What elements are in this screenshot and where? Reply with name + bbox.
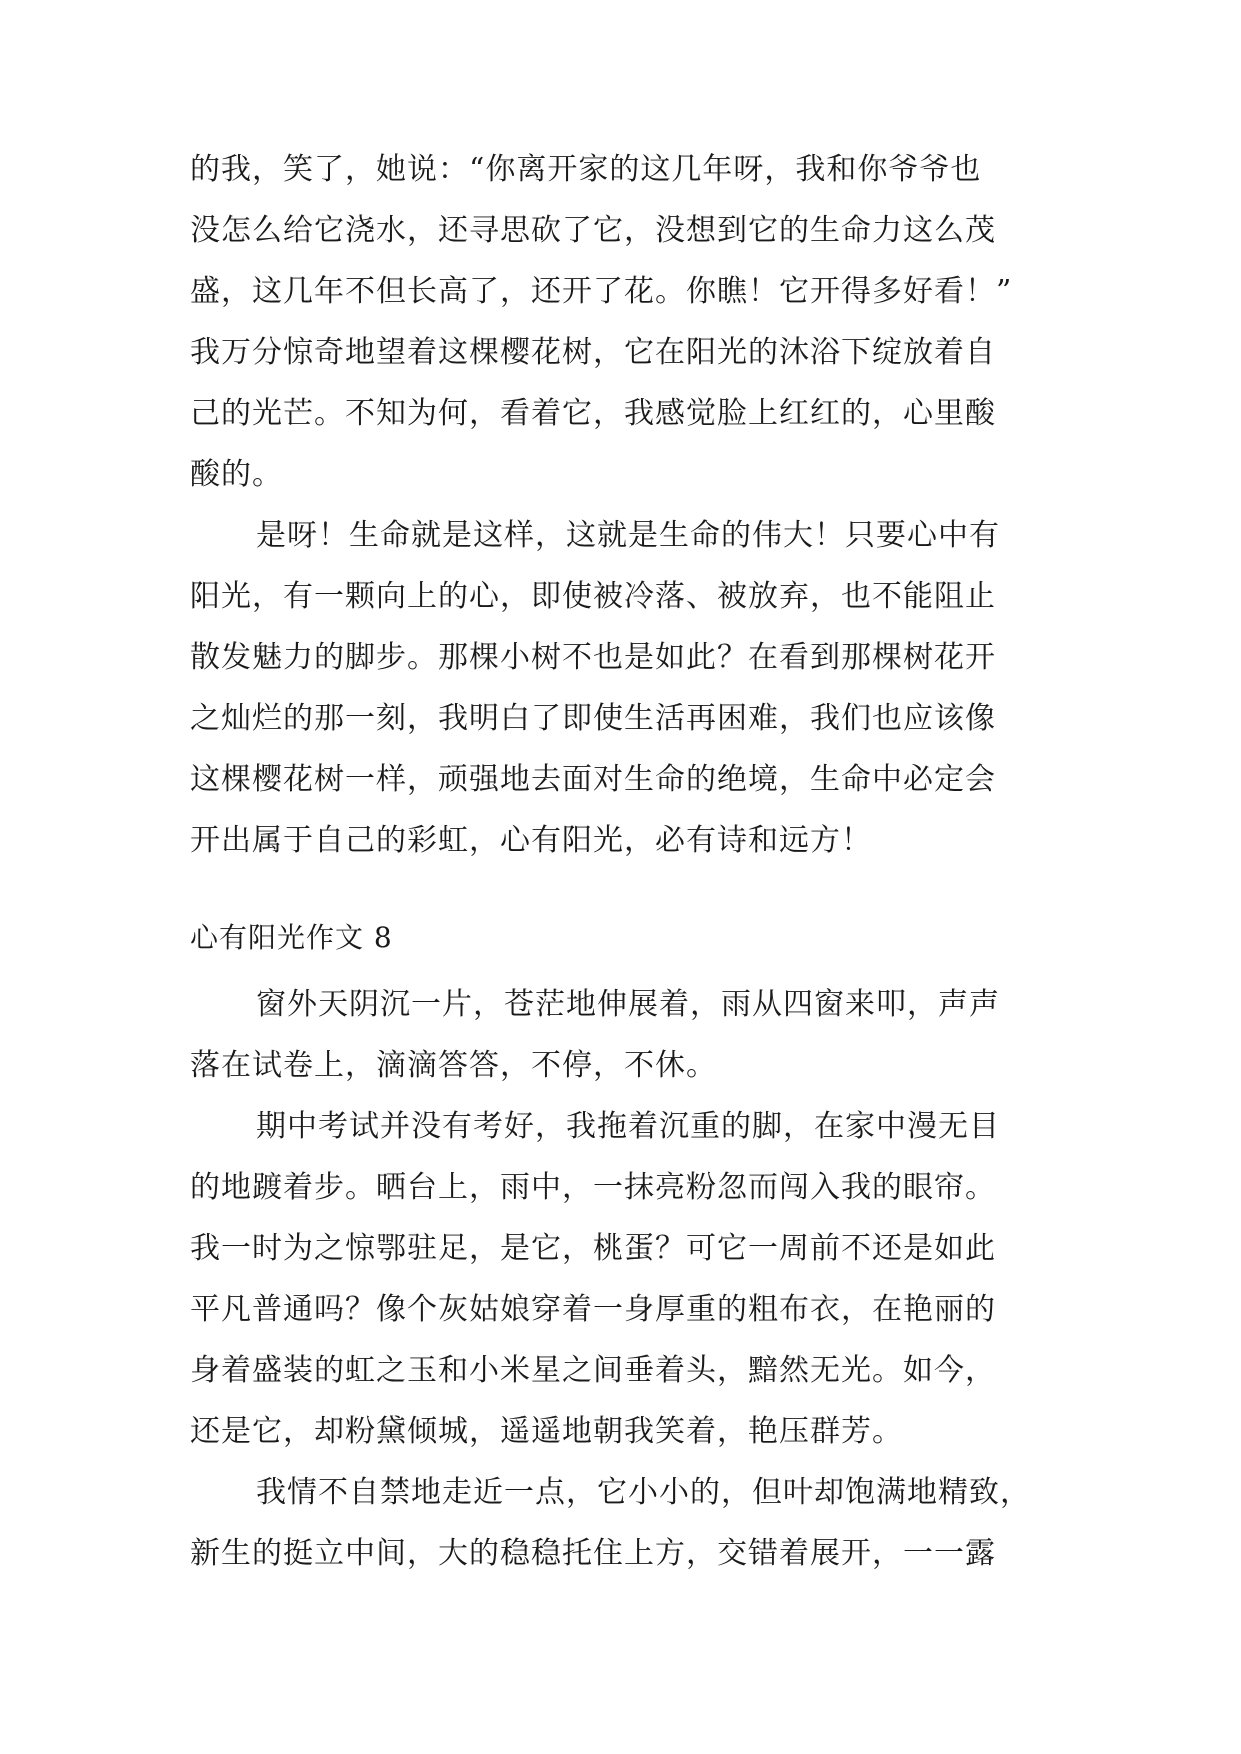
section-paragraph-3-line-1: 我情不自禁地走近一点，它小小的，但叶却饱满地精致， — [256, 1475, 1031, 1510]
paragraph-1-line-2: 没怎么给它浇水，还寻思砍了它，没想到它的生命力这么茂 — [190, 213, 996, 248]
section-paragraph-2-line-3: 我一时为之惊鄂驻足，是它，桃蛋？可它一周前不还是如此 — [190, 1231, 996, 1266]
section-title: 心有阳光作文 8 — [190, 921, 393, 954]
paragraph-2-line-6: 开出属于自己的彩虹，心有阳光，必有诗和远方！ — [190, 823, 872, 858]
section-paragraph-2-line-2: 的地踱着步。晒台上，雨中，一抹亮粉忽而闯入我的眼帘。 — [190, 1170, 996, 1205]
section-paragraph-1-line-2: 落在试卷上，滴滴答答，不停，不休。 — [190, 1048, 717, 1083]
section-paragraph-2-line-5: 身着盛装的虹之玉和小米星之间垂着头，黯然无光。如今， — [190, 1353, 996, 1388]
paragraph-2-line-5: 这棵樱花树一样，顽强地去面对生命的绝境，生命中必定会 — [190, 762, 996, 797]
paragraph-2-line-2: 阳光，有一颗向上的心，即使被冷落、被放弃，也不能阻止 — [190, 579, 996, 614]
section-paragraph-3-line-2: 新生的挺立中间，大的稳稳托住上方，交错着展开，一一露 — [190, 1536, 996, 1571]
paragraph-2-line-4: 之灿烂的那一刻，我明白了即使生活再困难，我们也应该像 — [190, 701, 996, 736]
section-paragraph-2-line-1: 期中考试并没有考好，我拖着沉重的脚，在家中漫无目 — [256, 1109, 1000, 1144]
paragraph-1-line-4: 我万分惊奇地望着这棵樱花树，它在阳光的沐浴下绽放着自 — [190, 335, 996, 370]
paragraph-1-line-3: 盛，这几年不但长高了，还开了花。你瞧！它开得多好看！” — [190, 274, 1013, 309]
paragraph-2-line-3: 散发魅力的脚步。那棵小树不也是如此？在看到那棵树花开 — [190, 640, 996, 675]
paragraph-1-line-1: 的我，笑了，她说：“你离开家的这几年呀，我和你爷爷也 — [190, 152, 982, 187]
paragraph-1-line-5: 己的光芒。不知为何，看着它，我感觉脸上红红的，心里酸 — [190, 396, 996, 431]
section-paragraph-1-line-1: 窗外天阴沉一片，苍茫地伸展着，雨从四窗来叩，声声 — [256, 987, 1000, 1022]
paragraph-2-line-1: 是呀！生命就是这样，这就是生命的伟大！只要心中有 — [256, 518, 1000, 553]
section-paragraph-2-line-6: 还是它，却粉黛倾城，遥遥地朝我笑着，艳压群芳。 — [190, 1414, 903, 1449]
paragraph-1-line-6: 酸的。 — [190, 457, 283, 492]
section-paragraph-2-line-4: 平凡普通吗？像个灰姑娘穿着一身厚重的粗布衣，在艳丽的 — [190, 1292, 996, 1327]
